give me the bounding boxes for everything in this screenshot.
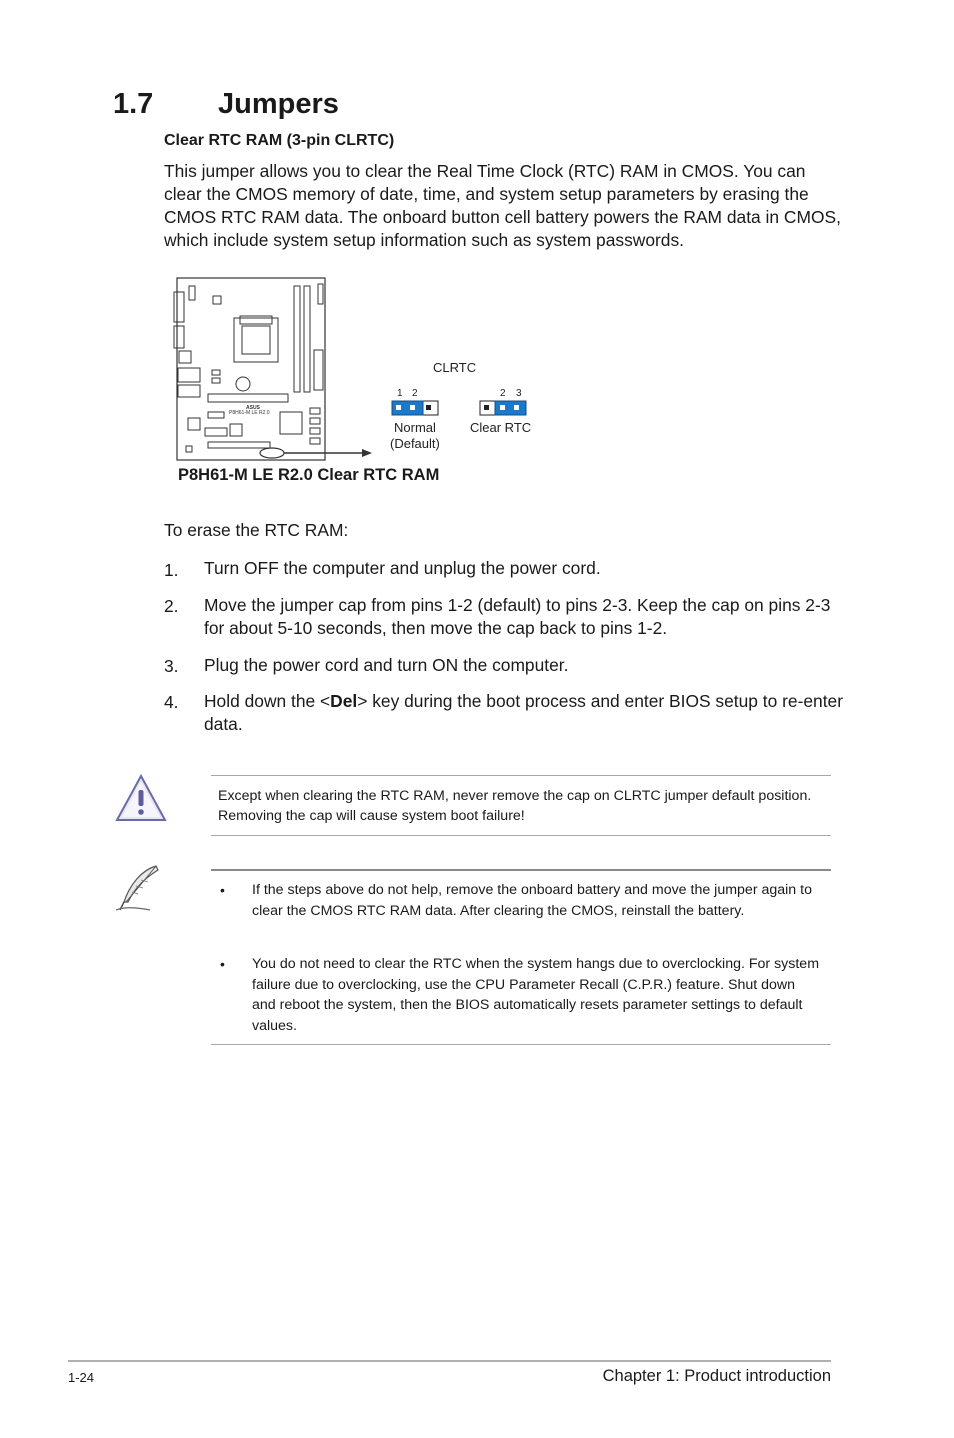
jumper-normal [392,401,438,415]
feather-pen-icon [112,862,164,914]
step-text-post: > key during the boot process and enter BIOS setup to re-enter data. [204,691,844,734]
jumper-cap-clear [495,401,526,415]
board-model-label: P8H61-M LE R2.0 [229,410,270,416]
figure-caption: P8H61-M LE R2.0 Clear RTC RAM [178,466,440,484]
subheading: Clear RTC RAM (3-pin CLRTC) [164,132,395,149]
caution-bottom-rule [211,835,831,836]
step-number: 2. [164,596,179,616]
step-text-pre: Hold down the < [204,691,331,711]
caution-top-rule [211,775,831,776]
bullet: • [220,882,225,898]
clear-pin-3: 3 [516,388,522,399]
step-number: 4. [164,692,179,712]
footer-rule [68,1360,831,1362]
step-text [204,690,844,736]
note-bottom-rule [211,1044,831,1045]
normal-pin-1: 1 [397,388,403,399]
clear-pin-2: 2 [500,388,506,399]
chapter-title: Chapter 1: Product introduction [602,1367,831,1385]
jumper-clear [480,401,526,415]
step-number: 1. [164,560,179,580]
bullet: • [220,956,225,972]
warning-triangle-icon [113,772,169,824]
pointer-arrow-icon [362,449,372,457]
erase-heading: To erase the RTC RAM: [164,520,349,540]
step-number: 3. [164,656,179,676]
jumper-name: CLRTC [433,360,477,375]
section-title: Jumpers [218,88,339,120]
note-top-rule [211,869,831,871]
motherboard-diagram [170,272,570,464]
del-key: Del [330,691,358,711]
page-number: 1-24 [68,1370,95,1385]
step-text: Plug the power cord and turn ON the computer. [204,655,569,675]
caution-text: Except when clearing the RTC RAM, never remove the cap on CLRTC jumper default position. Removing the cap will cause system boot failure! [218,788,812,824]
step-text: Turn OFF the computer and unplug the power cord. [204,558,601,578]
note-item: You do not need to clear the RTC when the system hangs due to overclocking. For system failure due to overclocking, use the CPU Parameter Recall (C.P.R.) feature. Shut down and reboot the system, then the BIOS automatically resets parameter settings to default values. [252,956,820,1034]
clear-label: Clear RTC [470,420,532,435]
step-text: Move the jumper cap from pins 1-2 (default) to pins 2-3. Keep the cap on pins 2-3 for about 5-10 seconds, then move the cap back to pins 1-2. [204,595,831,638]
normal-pin-2: 2 [412,388,418,399]
intro-paragraph: This jumper allows you to clear the Real Time Clock (RTC) RAM in CMOS. You can clear the CMOS memory of date, time, and system setup parameters by erasing the CMOS RTC RAM data. The onboard button cell battery powers the RAM data in CMOS, which include system setup information such as system passwords. [164,161,841,250]
note-item: If the steps above do not help, remove the onboard battery and move the jumper again to clear the CMOS RTC RAM data. After clearing the CMOS, reinstall the battery. [252,882,812,919]
normal-sublabel: (Default) [390,436,440,451]
board-logo: ASUS [246,405,260,411]
board-outline [177,278,325,460]
normal-label: Normal [394,420,436,435]
section-number: 1.7 [113,88,154,120]
